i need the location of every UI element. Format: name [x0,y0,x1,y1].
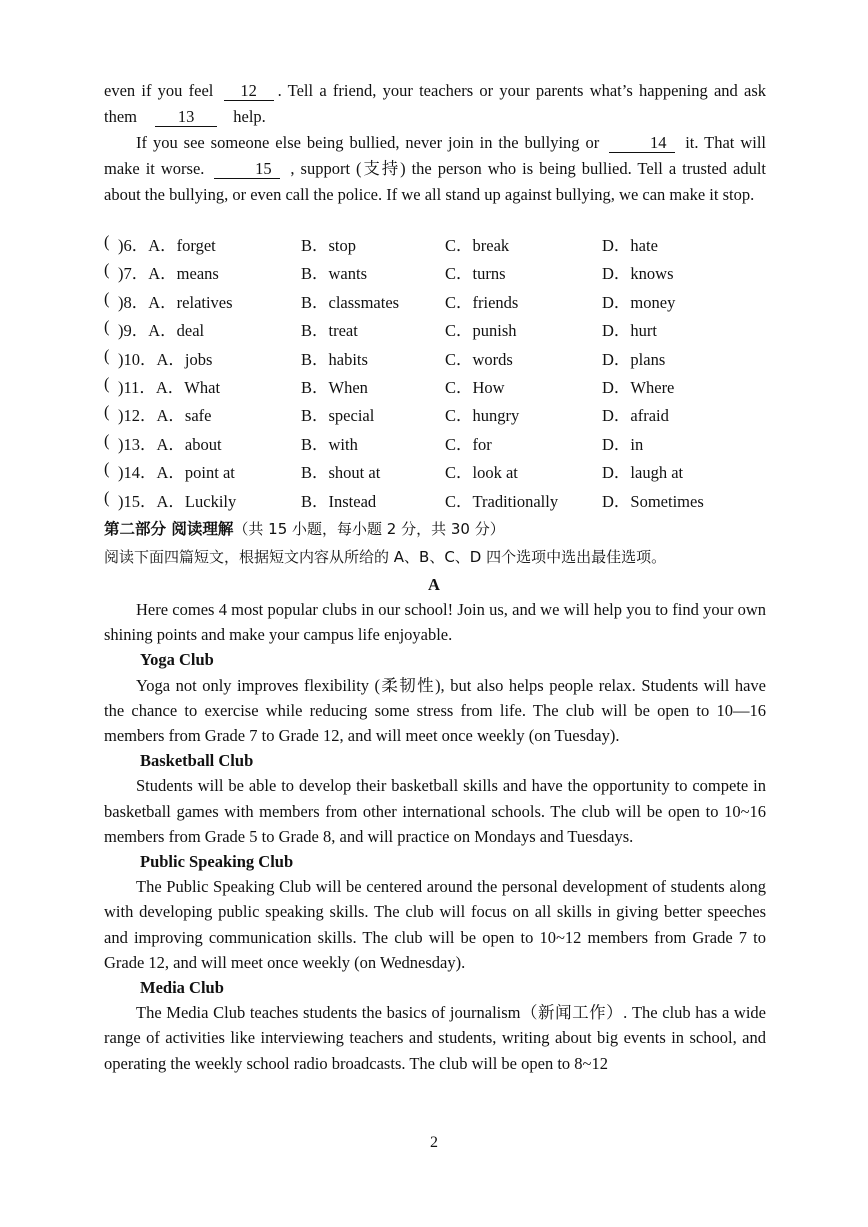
club-title: Yoga Club [140,650,214,670]
option-b: B．treat [301,321,358,341]
cloze-paragraph-1 [104,78,766,130]
answer-paren: ( [104,260,110,280]
answer-paren: ( [104,288,110,308]
question-number-option-a: )9．A．deal [118,321,205,341]
question-row [104,232,766,260]
club-description: Yoga not only improves flexibility (柔韧性), but also helps people relax. Students will have the chance to exercise while reducing some stress from life. The club will be open to 10—16 members from Grade 7 to Grade 12, and will meet once weekly (on Tuesday). [104,675,766,746]
passage-intro: Here comes 4 most popular clubs in our school! Join us, and we will help you to find your own shining points and make your campus life enjoyable. [104,600,766,645]
question-number-option-a: )12．A．safe [118,406,212,426]
cloze-text: If you see someone else being bullied, never join in the bullying or [136,133,600,152]
page-number: 2 [430,1134,438,1151]
cloze-passage [104,78,766,208]
option-d: D．hate [602,236,658,255]
cloze-text: help. [233,107,266,126]
option-b: B．wants [301,264,367,284]
option-b: B．stop [301,236,357,255]
answer-paren: ( [104,373,110,393]
question-row [104,346,766,374]
question-number-option-a: )15．A．Luckily [118,491,237,511]
section-instruction: 阅读下面四篇短文，根据短文内容从所给的 A、B、C、D 四个选项中选出最佳选项。 [104,548,667,566]
passage-label: A [428,575,440,594]
question-row [104,317,766,345]
option-b: B．Instead [301,491,377,511]
club-description: The Public Speaking Club will be centered around the personal development of students along with developing public speaking skills. The club will focus on all skills in giving better speeches and improving communication skills. The club will be open to 10~12 members from Grade 7 to Grade 12, and will meet once weekly (on Wednesday). [104,877,766,972]
blank-15: 15 [214,160,280,179]
question-row [104,260,766,288]
question-row [104,488,766,516]
cloze-paragraph-2 [104,130,766,208]
answer-paren: ( [104,487,110,507]
option-c: C．words [445,349,513,369]
club-title: Public Speaking Club [140,852,294,872]
option-c: C．for [445,434,492,454]
club-description: The Media Club teaches students the basics of journalism（新闻工作）. The club has a wide range of activities like interviewing teachers and students, writing about big events in school, and operating the weekly school radio broadcasts. The club will be open to 8~12 [104,1003,766,1073]
question-number-option-a: )6．A．forget [118,236,216,255]
option-b: B．When [301,377,368,397]
question-number-option-a: )10．A．jobs [118,349,213,369]
club-title: Media Club [140,978,224,998]
question-row [104,289,766,317]
question-number-option-a: )14．A．point at [118,463,235,483]
blank-12: 12 [224,82,274,101]
question-row [104,431,766,459]
blank-13: 13 [155,108,217,127]
blank-14: 14 [609,134,675,153]
option-c: C．break [445,236,510,255]
answer-paren: ( [104,430,110,450]
option-b: B．special [301,406,375,426]
club-title: Basketball Club [140,751,254,771]
option-b: B．with [301,434,358,454]
option-b: B．habits [301,349,368,369]
question-options [104,232,766,516]
option-d: D．knows [602,264,674,284]
option-d: D．in [602,434,644,454]
section-score: （共 15 小题，每小题 2 分，共 30 分） [233,520,505,538]
option-d: D．laugh at [602,463,684,483]
option-d: D．Sometimes [602,491,704,511]
option-d: D．Where [602,377,675,397]
cloze-text: even if you feel [104,81,214,100]
option-c: C．Traditionally [445,491,559,511]
answer-paren: ( [104,459,110,479]
option-d: D．money [602,292,676,312]
section-title: 第二部分 阅读理解 [104,520,234,538]
question-number-option-a: )11．A．What [118,377,221,397]
question-number-option-a: )8．A．relatives [118,292,233,312]
option-c: C．friends [445,292,519,312]
option-d: D．hurt [602,321,657,341]
cloze-text: , support (支持) the person who is being bullied. Tell a trusted adult about the bullying, or even call the police. If we all stand up against bullying, we can make it stop. [104,159,767,204]
question-number-option-a: )13．A．about [118,434,222,454]
section-heading [104,516,505,543]
reading-passage [104,597,766,1076]
option-b: B．shout at [301,463,381,483]
question-row [104,402,766,430]
question-row [104,459,766,487]
answer-paren: ( [104,402,110,422]
club-description: Students will be able to develop their basketball skills and have the opportunity to compete in basketball games with members from other international schools. The club will be open to 10~16 members from Grade 5 to Grade 8, and will practice on Mondays and Tuesdays. [104,776,766,846]
answer-paren: ( [104,317,110,337]
option-c: C．punish [445,321,517,341]
option-d: D．plans [602,349,666,369]
question-number-option-a: )7．A．means [118,264,219,284]
question-row [104,374,766,402]
cloze-text: it. That will make it worse. [104,133,767,178]
answer-paren: ( [104,345,110,365]
option-c: C．look at [445,463,518,483]
option-c: C．How [445,377,505,397]
option-b: B．classmates [301,292,400,312]
option-d: D．afraid [602,406,669,426]
answer-paren: ( [104,232,110,251]
option-c: C．turns [445,264,506,284]
cloze-text: . Tell a friend, your teachers or your parents what’s happening and ask them [104,81,766,126]
option-c: C．hungry [445,406,520,426]
